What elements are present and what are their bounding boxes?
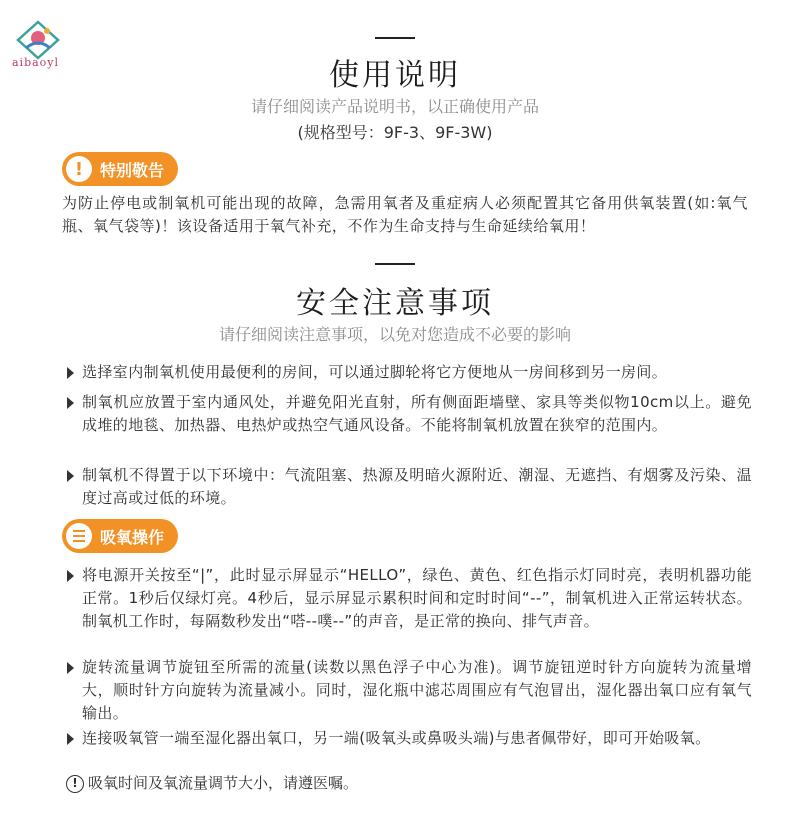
- operation-item: 旋转流量调节旋钮至所需的流量(读数以黑色浮子中心为准)。调节旋钮逆时针方向旋转为流量增大，顺时针方向旋转为流量减小。同时，湿化瓶中滤芯周围应有气泡冒出，湿化器出氧口应有氧气输出。: [62, 656, 752, 725]
- operation-label: 吸氧操作: [100, 527, 165, 547]
- operation-item: 将电源开关按至“|”，此时显示屏显示“HELLO”，绿色、黄色、红色指示灯同时亮，表明机器功能正常。1秒后仅绿灯亮。4秒后，显示屏显示累积时间和定时时间“--”，制氧机进入正常运转状态。制氧机工作时，每隔数秒发出“嗒--噗--”的声音，是正常的换向、排气声音。: [62, 564, 752, 633]
- doctor-note: ! 吸氧时间及氧流量调节大小，请遵医嘱。: [66, 772, 358, 795]
- bullet-arrow-icon: [67, 367, 74, 379]
- logo-wordmark: aibaoyl: [12, 56, 60, 69]
- page-subtitle: 请仔细阅读产品说明书，以正确使用产品: [250, 97, 539, 116]
- operation-badge: [62, 519, 178, 553]
- bullet-arrow-icon: [67, 470, 74, 482]
- bullet-arrow-icon: [67, 733, 74, 745]
- page-title: 使用说明: [329, 58, 461, 93]
- safety-divider: [375, 263, 415, 265]
- list-icon: [66, 523, 92, 549]
- safety-title: 安全注意事项: [296, 286, 494, 321]
- safety-item: 制氧机不得置于以下环境中：气流阻塞、热源及明暗火源附近、潮湿、无遮挡、有烟雾及污染、温度过高或过低的环境。: [62, 464, 752, 510]
- bullet-arrow-icon: [67, 662, 74, 674]
- warning-text: 为防止停电或制氧机可能出现的故障，急需用氧者及重症病人必须配置其它备用供氧装置(如:氧气瓶、氧气袋等)！该设备适用于氧气补充，不作为生命支持与生命延续给氧用！: [62, 194, 748, 235]
- operation-item: 连接吸氧管一端至湿化器出氧口，另一端(吸氧头或鼻吸头端)与患者佩带好，即可开始吸氧。: [62, 727, 752, 750]
- bullet-arrow-icon: [67, 397, 74, 409]
- warning-badge: [62, 152, 178, 186]
- safety-item: 制氧机应放置于室内通风处，并避免阳光直射，所有侧面距墙壁、家具等类似物10cm以上。避免成堆的地毯、加热器、电热炉或热空气通风设备。不能将制氧机放置在狭窄的范围内。: [62, 391, 752, 437]
- safety-item: 选择室内制氧机使用最便利的房间，可以通过脚轮将它方便地从一房间移到另一房间。: [62, 361, 752, 384]
- exclamation-icon: !: [66, 156, 92, 182]
- bullet-arrow-icon: [67, 570, 74, 582]
- model-number: (规格型号：9F-3、9F-3W): [297, 123, 493, 142]
- exclamation-circle-icon: !: [66, 775, 84, 793]
- title-divider: [375, 37, 415, 39]
- warning-label: 特别敬告: [100, 160, 165, 180]
- safety-subtitle: 请仔细阅读注意事项，以免对您造成不必要的影响: [218, 325, 571, 344]
